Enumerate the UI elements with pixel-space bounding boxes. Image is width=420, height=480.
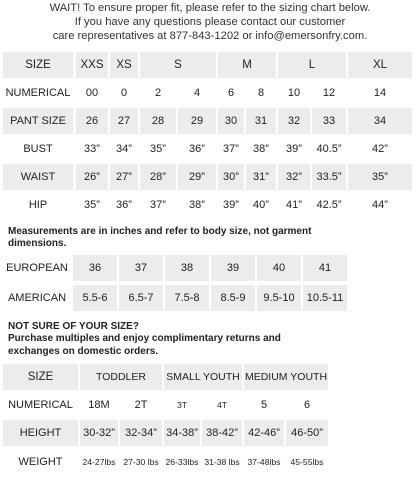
- adult-cell: 40”: [246, 192, 276, 218]
- adult-cell: 27: [110, 108, 138, 134]
- adult-cell: 10: [278, 80, 310, 106]
- adult-row-label: BUST: [3, 136, 73, 162]
- adult-cell: 31: [246, 108, 276, 134]
- kids-cell: 3T: [164, 392, 200, 418]
- adult-cell: 41”: [278, 192, 310, 218]
- adult-cell: 36”: [110, 192, 138, 218]
- kids-group-2: MEDIUM YOUTH: [244, 364, 328, 390]
- conversion-cell: 40: [257, 255, 301, 281]
- kids-row-label: WEIGHT: [3, 448, 78, 476]
- intro-line-1: WAIT! To ensure proper fit, please refer to the sizing chart below.: [49, 2, 371, 14]
- kids-row-label: HEIGHT: [3, 420, 78, 446]
- adult-cell: 4: [178, 80, 216, 106]
- kids-cell: 38-42”: [202, 420, 242, 446]
- adult-cell: 29”: [178, 164, 216, 190]
- conversion-row-label: AMERICAN: [3, 285, 71, 311]
- adult-cell: 30: [218, 108, 244, 134]
- intro-line-3: care representatives at 877-843-1202 or info@emersonfry.com.: [52, 30, 368, 43]
- measurement-note: [8, 226, 311, 251]
- kids-cell: 31-38 lbs: [202, 448, 242, 476]
- adult-cell: 6: [218, 80, 244, 106]
- kids-cell: 24-27lbs: [80, 448, 118, 476]
- adult-cell: 0: [110, 80, 138, 106]
- unsure-heading: NOT SURE OF YOUR SIZE?: [8, 321, 139, 332]
- adult-cell: 40.5”: [312, 136, 346, 162]
- unsure-note: [8, 321, 281, 358]
- adult-cell: 12: [312, 80, 346, 106]
- kids-cell: 6: [286, 392, 328, 418]
- kids-cell: 27-30 lbs: [120, 448, 162, 476]
- conversion-cell: 9.5-10: [257, 285, 301, 311]
- adult-row-label: WAIST: [3, 164, 73, 190]
- adult-cell: 33: [312, 108, 346, 134]
- conversion-cell: 39: [211, 255, 255, 281]
- kids-cell: 42-46”: [244, 420, 284, 446]
- adult-cell: 42”: [348, 136, 412, 162]
- adult-cell: 14: [348, 80, 412, 106]
- kids-cell: 30-32”: [80, 420, 118, 446]
- adult-cell: 26”: [76, 164, 108, 190]
- adult-cell: 42.5”: [312, 192, 346, 218]
- kids-group-1: SMALL YOUTH: [164, 364, 242, 390]
- adult-row-label: NUMERICAL: [3, 80, 73, 106]
- adult-cell: 36”: [178, 136, 216, 162]
- adult-cell: 28”: [140, 164, 176, 190]
- adult-cell: 37”: [140, 192, 176, 218]
- adult-cell: 26: [76, 108, 108, 134]
- conversion-cell: 7.5-8: [165, 285, 209, 311]
- conversion-cell: 10.5-11: [303, 285, 347, 311]
- adult-cell: 34: [348, 108, 412, 134]
- conversion-cell: 41: [303, 255, 347, 281]
- kids-row-label: NUMERICAL: [3, 392, 78, 418]
- conversion-cell: 36: [73, 255, 117, 281]
- adult-row-label: PANT SIZE: [3, 108, 73, 134]
- unsure-line-1: Purchase multiples and enjoy complimentary returns and: [8, 333, 281, 345]
- adult-cell: 32”: [278, 164, 310, 190]
- adult-cell: 37”: [218, 136, 244, 162]
- unsure-line-2: exchanges on domestic orders.: [8, 345, 159, 357]
- adult-cell: 2: [140, 80, 176, 106]
- adult-size-l: L: [278, 52, 346, 78]
- intro-text: [0, 1, 420, 44]
- adult-size-xs: XS: [110, 52, 138, 78]
- kids-group-0: TODDLER: [80, 364, 162, 390]
- adult-size-header: SIZE: [3, 52, 73, 78]
- adult-cell: 35”: [140, 136, 176, 162]
- kids-cell: 18M: [80, 392, 118, 418]
- adult-size-m: M: [218, 52, 276, 78]
- adult-cell: 39”: [278, 136, 310, 162]
- measurement-note-line-1: Measurements are in inches and refer to body size, not garment: [8, 226, 312, 237]
- kids-cell: 46-50”: [286, 420, 328, 446]
- kids-cell: 2T: [120, 392, 162, 418]
- conversion-cell: 37: [119, 255, 163, 281]
- conversion-cell: 6.5-7: [119, 285, 163, 311]
- kids-cell: 45-55lbs: [286, 448, 328, 476]
- adult-cell: 38”: [246, 136, 276, 162]
- adult-cell: 8: [246, 80, 276, 106]
- adult-cell: 35”: [348, 164, 412, 190]
- conversion-cell: 5.5-6: [73, 285, 117, 311]
- adult-cell: 34”: [110, 136, 138, 162]
- kids-cell: 34-38”: [164, 420, 200, 446]
- adult-cell: 00: [76, 80, 108, 106]
- kids-cell: 5: [244, 392, 284, 418]
- kids-size-header: SIZE: [3, 364, 78, 390]
- adult-cell: 33.5”: [312, 164, 346, 190]
- adult-row-label: HIP: [3, 192, 73, 218]
- adult-cell: 44”: [348, 192, 412, 218]
- conversion-row-label: EUROPEAN: [3, 255, 71, 281]
- kids-cell: 4T: [202, 392, 242, 418]
- intro-line-2: If you have any questions please contact our customer: [74, 16, 346, 29]
- adult-cell: 33”: [76, 136, 108, 162]
- adult-cell: 38”: [178, 192, 216, 218]
- adult-size-xxs: XXS: [76, 52, 108, 78]
- adult-cell: 35”: [76, 192, 108, 218]
- adult-cell: 29: [178, 108, 216, 134]
- conversion-cell: 8.5-9: [211, 285, 255, 311]
- kids-cell: 32-34”: [120, 420, 162, 446]
- adult-cell: 30”: [218, 164, 244, 190]
- adult-cell: 39”: [218, 192, 244, 218]
- conversion-cell: 38: [165, 255, 209, 281]
- adult-cell: 27”: [110, 164, 138, 190]
- kids-cell: 37-48lbs: [244, 448, 284, 476]
- adult-size-s: S: [140, 52, 216, 78]
- adult-size-xl: XL: [348, 52, 412, 78]
- adult-cell: 32: [278, 108, 310, 134]
- adult-cell: 31”: [246, 164, 276, 190]
- kids-cell: 26-33lbs: [164, 448, 200, 476]
- adult-cell: 28: [140, 108, 176, 134]
- measurement-note-line-2: dimensions.: [8, 238, 67, 250]
